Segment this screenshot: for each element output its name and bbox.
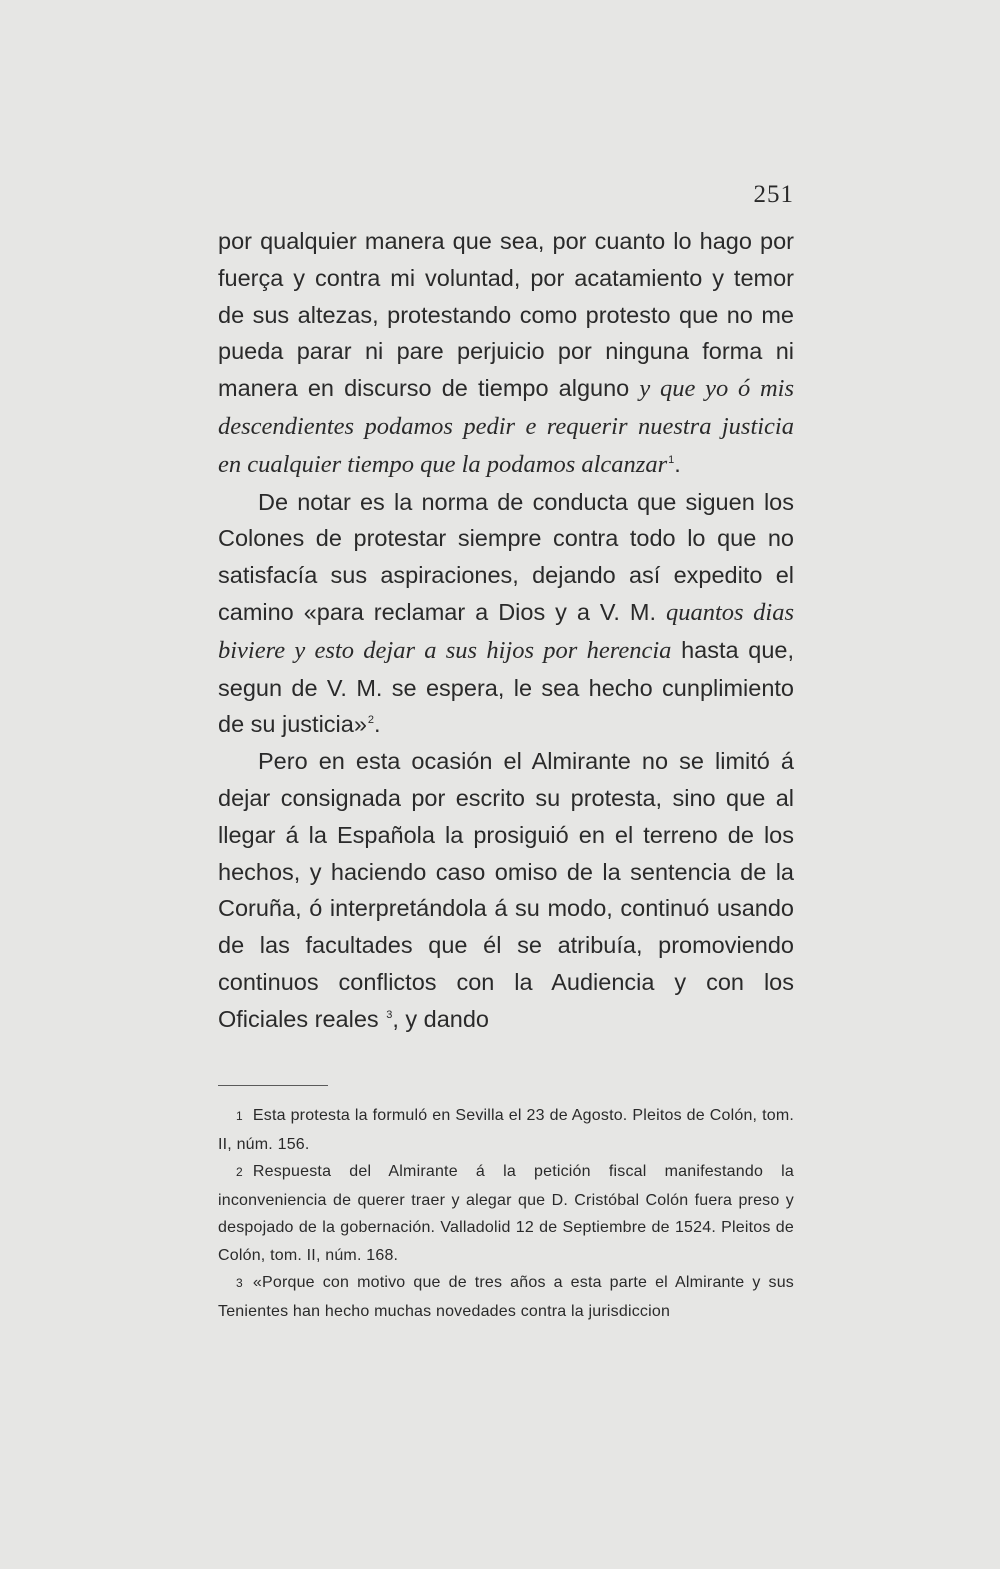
footnote-divider <box>218 1085 328 1086</box>
footnote-3 <box>218 1269 794 1325</box>
paragraph-2 <box>218 484 794 744</box>
page-number: 251 <box>753 181 794 208</box>
footnotes <box>218 1102 794 1325</box>
paragraph-3 <box>218 743 794 1037</box>
text-run: , y dando <box>392 1005 489 1032</box>
text-run: . <box>674 450 681 477</box>
footnote-ref-1: 1 <box>668 453 675 466</box>
text-run: De notar es la norma de conducta que siguen los Colones de protestar siempre contra todo lo que no satisfacía sus aspiraciones, dejando así expedito el camino «para reclamar a Dios y a V. M. <box>218 488 794 625</box>
footnote-number: 2 <box>236 1165 243 1179</box>
footnote-text: «Porque con motivo que de tres años a esta parte el Almirante y sus Tenientes han hecho muchas novedades contra la jurisdiccion <box>218 1274 794 1320</box>
footnote-text: Esta protesta la formuló en Sevilla el 23 de Agosto. Pleitos de Colón, tom. II, núm. 156. <box>218 1107 794 1153</box>
footnote-2 <box>218 1158 794 1269</box>
footnote-ref-3: 3 <box>386 1008 393 1021</box>
italic-quote: quantos dias biviere y esto dejar a sus hijos por herencia <box>218 598 794 664</box>
footnote-1 <box>218 1102 794 1158</box>
footnote-text: Respuesta del Almirante á la petición fiscal manifestando la inconveniencia de querer traer y alegar que D. Cristóbal Colón fuera preso y despojado de la gobernación. Valladolid 12 de Septiembre de 1524. Pleitos de Colón, tom. II, núm. 168. <box>218 1163 794 1264</box>
paragraph-1 <box>218 223 794 484</box>
italic-quote: y que yo ó mis descendientes podamos pedir e requerir nuestra justicia en cualquier tiempo que la podamos alcanzar <box>218 375 794 478</box>
body-text <box>218 223 794 1038</box>
text-run: . <box>374 711 381 738</box>
text-run: Pero en esta ocasión el Almirante no se limitó á dejar consignada por escrito su protesta, sino que al llegar á la Española la prosiguió en el terreno de los hechos, y haciendo caso omiso de la sentencia de la Coruña, ó interpretándola á su modo, continuó usando de las facultades que él se atribuía, promoviendo continuos conflictos con la Audiencia y con los Oficiales reales <box>218 748 794 1032</box>
text-run: hasta que, segun de V. M. se espera, le sea hecho cunplimiento de su justicia» <box>218 636 794 738</box>
footnote-number: 3 <box>236 1276 243 1290</box>
footnote-number: 1 <box>236 1109 243 1123</box>
footnote-ref-2: 2 <box>367 714 375 727</box>
text-run: por qualquier manera que sea, por cuanto lo hago por fuerça y contra mi voluntad, por acatamiento y temor de sus altezas, protestando como protesto que no me pueda parar ni pare perjuicio por ninguna forma ni manera en discurso de tiempo alguno <box>218 228 794 402</box>
